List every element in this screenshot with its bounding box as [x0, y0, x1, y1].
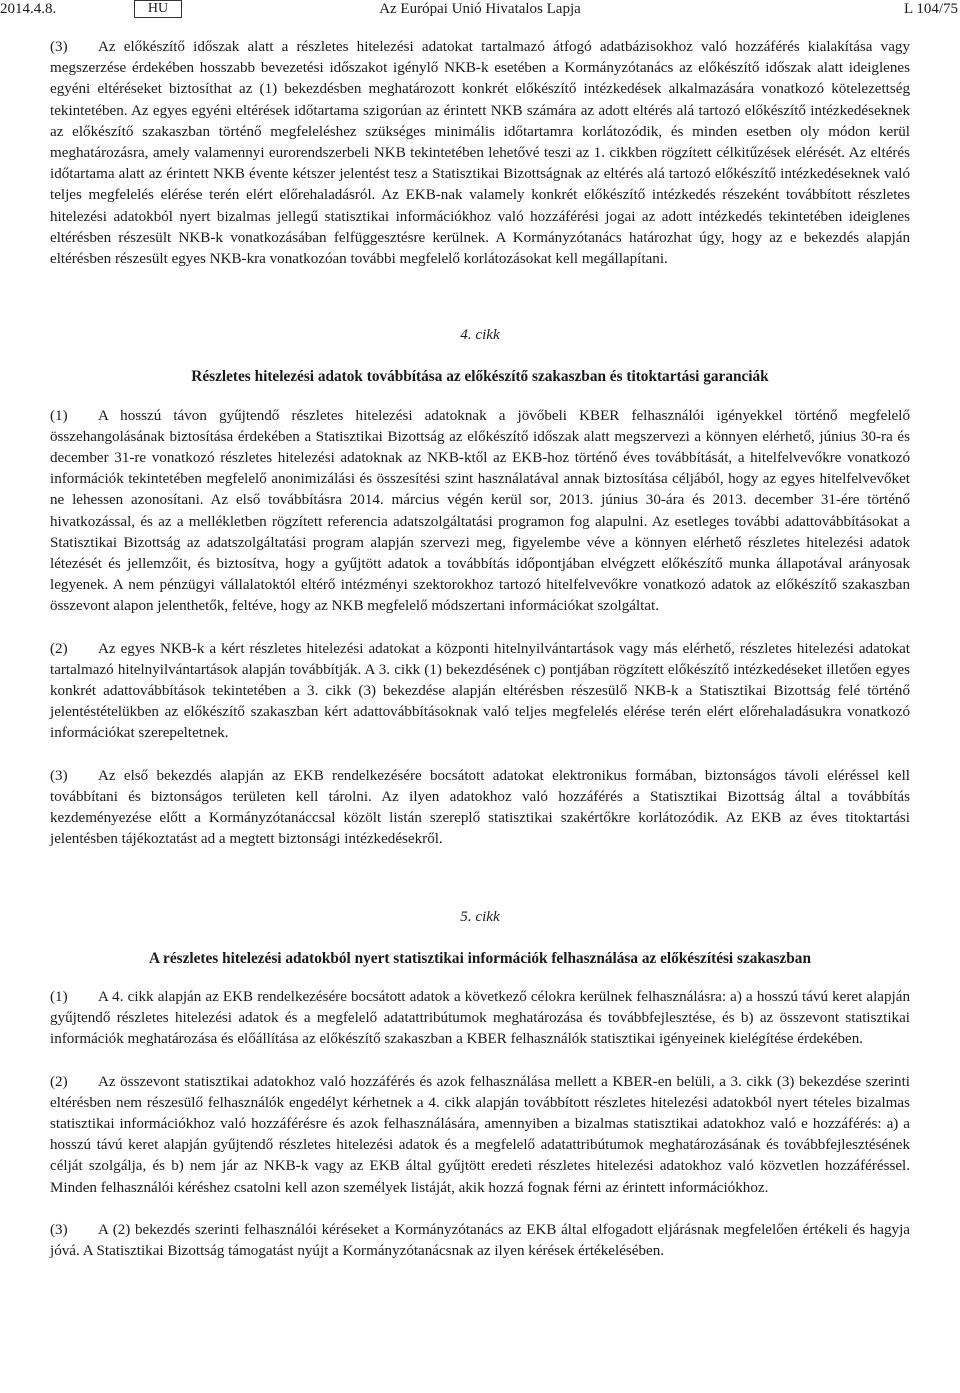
page-number: L 104/75: [903, 1, 958, 17]
paragraph-4-1: [50, 406, 910, 618]
paragraph-text: Az első bekezdés alapján az EKB rendelkezésére bocsátott adatokat elektronikus formában, biztonságos távoli eléréssel kell továbbítani és biztonságos területen kell tárolni. Az ilyen adatokhoz való hozzáférés a Statisztikai Bizottság által a továbbítás kezdeményezése előtt a Kormányzótanáccsal közölt listán szereplő statisztikai szakértőkre korlátozódik. Az EKB az éves titoktartási jelentésben tájékoztatást ad a megtett biztonsági intézkedésekről.: [50, 767, 910, 848]
paragraph-number: (3): [50, 1221, 68, 1238]
paragraph-number: (1): [50, 407, 68, 424]
paragraph-text: A 4. cikk alapján az EKB rendelkezésére bocsátott adatok a következő célokra kerülnek felhasználásra: a) a hosszú távú keret alapján gyűjtendő részletes hitelezési adatok és a megfelelő adatattribútumok meghatározása és továbbfejlesztése, és b) az összevont statisztikai információk meghatározása és előállítása az előkészítő szakaszban a KBER felhasználók statisztikai igényeinek kielégítése érdekében.: [50, 988, 910, 1048]
paragraph-text: Az egyes NKB-k a kért részletes hitelezési adatokat a központi hitelnyilvántartások vagy más elérhető, részletes hitelezési adatokat tartalmazó hitelnyilvántartások alapján továbbítják. A 3. cikk (1) bekezdésének c) pontjában rögzített előkészítő intézkedéseket illetően egyes konkrét adattovábbítások tekintetében a 3. cikk (3) bekezdése alapján eltérésben részesülő NKB-k a Statisztikai Bizottság felé történő jelentéstételükben az előkészítő szakaszban kért adattovábbításoknak való teljes megfelelés elérése terén elért előrehaladásukra vonatkozó információkat szerepeltetnek.: [50, 640, 910, 742]
page-header: [0, 0, 960, 24]
paragraph-number: (2): [50, 1073, 68, 1090]
paragraph-5-3: [50, 1220, 910, 1262]
paragraph-text: A hosszú távon gyűjtendő részletes hitelezési adatoknak a jövőbeli KBER felhasználói igényekkel történő megfelelő összehangolásának biztosítása érdekében a Statisztikai Bizottság az előkészítő időszak alatt megszervezi a könnyen elérhető, június 30-ra és december 31-re vonatkozó részletes hitelezési adatoknak az NKB-ktől az EKB-hoz történő éves továbbítását, a hitelfelvevőkre vonatkozó információk tekintetében megfelelő anonimizálási és összesítési szint használatával annak biztosítása céljából, hogy az egyes hitelfelvevőket ne lehessen azonosítani. Az első továbbításra 2014. március végén kerül sor, 2013. június 30-ára és 2013. december 31-ére történő hivatkozással, és az a mellékletben rögzített referencia adatszolgáltatási programon fog alapulni. Az esetleges további adattovábbításokat a Statisztikai Bizottság az adatszolgáltatási program alapján szervezi meg, figyelembe véve a könnyen elérhető részletes hitelezési adatok létezését és jellemzőit, és biztosítva, hogy a gyűjtött adatok a továbbítás időpontjában elvégzett előkészítő munka állapotával arányosak legyenek. A nem pénzügyi vállalatoktól eltérő intézményi szektorokhoz tartozó hitelfelvevőkre vonatkozó adatok az előkészítő szakaszban összevont alapon jelenthetők, feltéve, hogy az NKB megfelelő módszertani információkat szolgáltat.: [50, 407, 910, 615]
paragraph-3-3: [50, 37, 910, 270]
paragraph-4-2: [50, 639, 910, 745]
document-body: [50, 37, 910, 1262]
paragraph-number: (3): [50, 39, 68, 55]
article-4-number: 4. cikk: [460, 327, 500, 344]
paragraph-text: A (2) bekezdés szerinti felhasználói kéréseket a Kormányzótanács az EKB által elfogadott eljárásnak megfelelően értékeli és hagyja jóvá. A Statisztikai Bizottság támogatást nyújt a Kormányzótanácsnak az ilyen kérések értékelésében.: [50, 1221, 910, 1259]
journal-title: Az Európai Unió Hivatalos Lapja: [379, 1, 581, 17]
paragraph-number: (2): [50, 640, 68, 657]
paragraph-5-2: [50, 1072, 910, 1199]
language-badge: HU: [134, 0, 182, 18]
paragraph-number: (3): [50, 767, 68, 784]
article-5-title: A részletes hitelezési adatokból nyert statisztikai információk felhasználása az előkészítési szakaszban: [149, 949, 811, 967]
paragraph-5-1: [50, 987, 910, 1051]
publication-date: 2014.4.8.: [0, 1, 57, 17]
article-5-number: 5. cikk: [460, 908, 500, 925]
paragraph-text: Az előkészítő időszak alatt a részletes hitelezési adatokat tartalmazó átfogó adatbázisokhoz való hozzáférés kialakítása vagy megszerzése érdekében hosszabb bevezetési időszakot igénylő NKB-k esetében a Kormányzótanács az előkészítő időszak alatt ideiglenes egyéni eltéréseket biztosíthat az (1) bekezdésben meghatározott konkrét előkészítő intézkedések alkalmazására vonatkozó kötelezettség tekintetében. Az egyes egyéni eltérések időtartama szigorúan az érintett NKB számára az adott eltérés alá tartozó előkészítő intézkedéseknek az előkészítő szakaszban történő megfeleléshez szükséges minimális időtartamra korlátozódik, és minden esetben oly módon kerül meghatározásra, amely valamennyi eurorendszerbeli NKB tekintetében lehetővé teszi az 1. cikkben rögzített célkitűzések elérését. Az eltérés időtartama alatt az érintett NKB évente kétszer jelentést tesz a Statisztikai Bizottságnak az eltérés alá tartozó előkészítő intézkedéseknek való teljes megfelelés elérése terén elért előrehaladásról. Az EKB-nak valamely konkrét előkészítő intézkedés részeként továbbított részletes hitelezési adatokból nyert bizalmas jellegű statisztikai információkhoz való hozzáférési jogai az adott intézkedés tekintetében ideiglenes eltérésben részesült NKB-k vonatkozásában felfüggesztésre kerülnek. A Kormányzótanács határozhat úgy, hogy az e bekezdés alapján eltérésben részesült egyes NKB-kra vonatkozóan további megfelelő korlátozásokat kell megállapítani.: [50, 39, 910, 268]
article-4-title: Részletes hitelezési adatok továbbítása az előkészítő szakaszban és titoktartási garanciák: [191, 368, 769, 386]
paragraph-text: Az összevont statisztikai adatokhoz való hozzáférés és azok felhasználása mellett a KBER-en belüli, a 3. cikk (3) bekezdése szerinti eltérésben nem részesülő felhasználók engedélyt kérhetnek a 4. cikk alapján továbbított részletes hitelezési adatokból nyert tételes bizalmas statisztikai információkhoz való hozzáférésre és azok felhasználására, amennyiben a bizalmas statisztikai adatokhoz való e hozzáférés: a) a hosszú távú keret alapján gyűjtendő részletes hitelezési adatok és a megfelelő adatattribútumok meghatározásának és továbbfejlesztésének célját szolgálja, és b) nem jár az NKB-k vagy az EKB által gyűjtött eredeti részletes hitelezési adatokhoz való közvetlen hozzáféréssel. Minden felhasználói kéréshez csatolni kell azon személyek listáját, akik hozzá fognak férni az érintett információkhoz.: [50, 1073, 910, 1196]
paragraph-4-3: [50, 766, 910, 851]
paragraph-number: (1): [50, 988, 68, 1005]
